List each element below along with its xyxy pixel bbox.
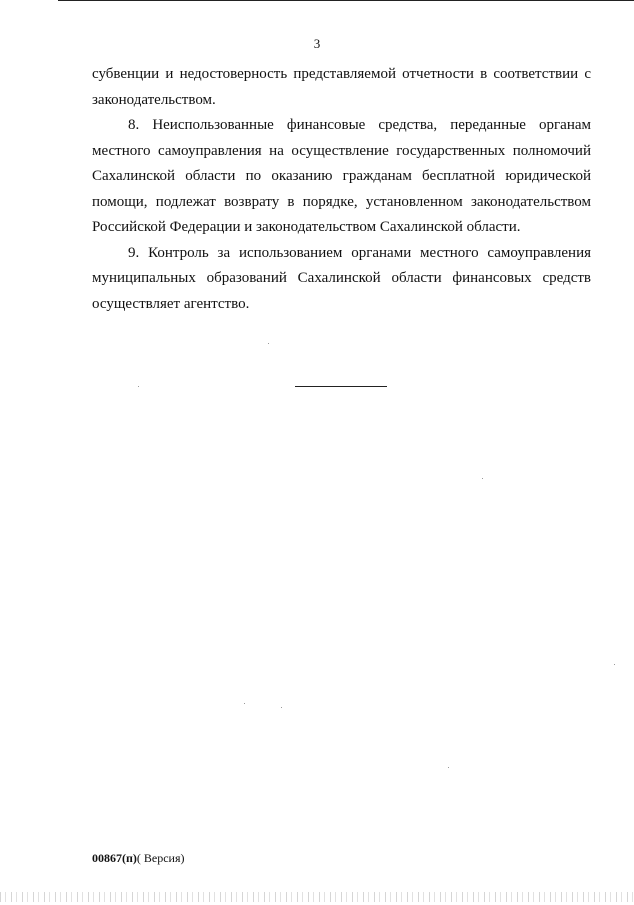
document-body bbox=[92, 62, 591, 317]
document-code: 00867(п) bbox=[92, 851, 137, 865]
scan-speck bbox=[244, 703, 245, 704]
footer-version bbox=[92, 851, 185, 866]
page-number: 3 bbox=[313, 36, 321, 51]
scan-speck bbox=[448, 767, 449, 768]
version-label: ( Версия) bbox=[136, 851, 185, 865]
scan-noise-strip bbox=[0, 892, 634, 902]
paragraph-9: 9. Контроль за использованием органами местного самоуправления муниципальных образований Сахалинской области финансовых средств осуществляет агентство. bbox=[92, 244, 591, 312]
paragraph-continuation: субвенции и недостоверность представляемой отчетности в соответствии с законодательством. bbox=[92, 66, 591, 108]
scan-speck bbox=[482, 478, 483, 479]
scan-speck bbox=[268, 343, 269, 344]
scan-speck bbox=[281, 707, 282, 708]
scan-speck bbox=[138, 386, 139, 387]
end-of-text-rule bbox=[295, 386, 387, 387]
paragraph-8: 8. Неиспользованные финансовые средства, переданные органам местного самоуправления на осуществление государственных полномочий Сахалинской области по оказанию гражданам бесплатной юридической помощи, подлежат возврату в порядке, установленном законодательством Российской Федерации и законодательством Сахалинской области. bbox=[92, 117, 591, 235]
scan-speck bbox=[614, 664, 615, 665]
page-top-edge bbox=[58, 0, 634, 1]
